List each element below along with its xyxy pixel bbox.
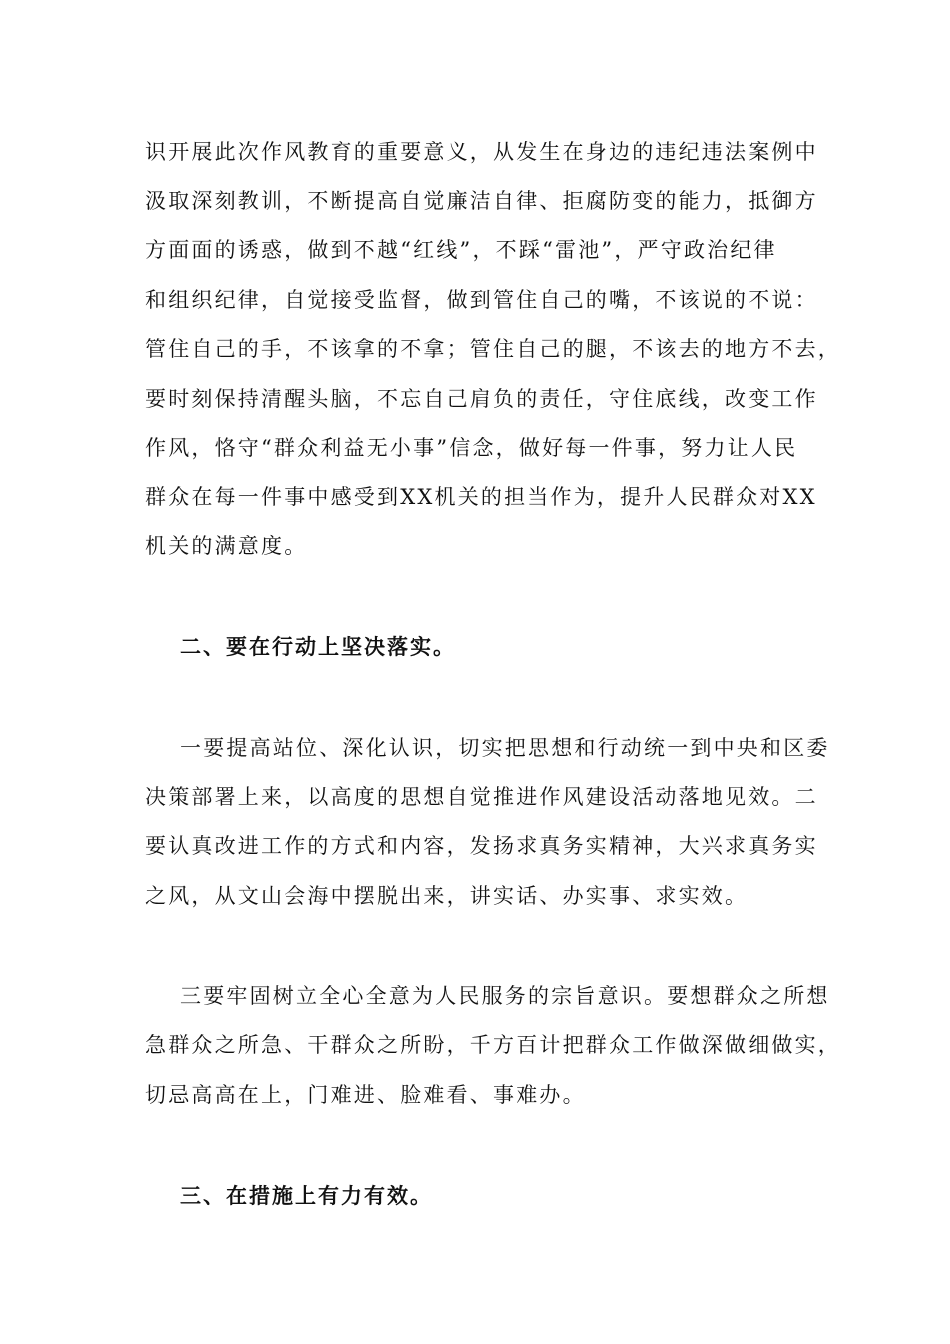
paragraph-1-line-1: 识开展此次作风教育的重要意义，从发生在身边的违纪违法案例中 <box>145 140 818 164</box>
paragraph-2-line-1: 一要提高站位、深化认识，切实把思想和行动统一到中央和区委 <box>180 736 830 760</box>
paragraph-1-line-5: 管住自己的手，不该拿的不拿；管住自己的腿，不该去的地方不去， <box>145 337 841 361</box>
paragraph-3-line-3: 切忌高高在上，门难进、脸难看、事难办。 <box>145 1083 586 1107</box>
paragraph-2-line-2: 决策部署上来，以高度的思想自觉推进作风建设活动落地见效。二 <box>145 785 818 809</box>
paragraph-2-line-4: 之风，从文山会海中摆脱出来，讲实话、办实事、求实效。 <box>145 884 749 908</box>
paragraph-3-line-1: 三要牢固树立全心全意为人民服务的宗旨意识。要想群众之所想 <box>180 984 830 1008</box>
paragraph-1-line-8: 群众在每一件事中感受到XX机关的担当作为，提升人民群众对XX <box>145 485 817 509</box>
paragraph-1-line-2: 汲取深刻教训，不断提高自觉廉洁自律、拒腐防变的能力，抵御方 <box>145 189 818 213</box>
paragraph-3-line-2: 急群众之所急、干群众之所盼，千方百计把群众工作做深做细做实， <box>145 1033 841 1057</box>
paragraph-1-line-3: 方面面的诱惑，做到不越“红线”，不踩“雷池”，严守政治纪律 <box>145 238 777 262</box>
paragraph-1-line-6: 要时刻保持清醒头脑，不忘自己肩负的责任，守住底线，改变工作 <box>145 387 818 411</box>
paragraph-1-line-4: 和组织纪律，自觉接受监督，做到管住自己的嘴，不该说的不说： <box>145 288 818 312</box>
section-heading-2: 二、要在行动上坚决落实。 <box>180 635 456 659</box>
section-heading-3: 三、在措施上有力有效。 <box>180 1184 433 1208</box>
paragraph-2-line-3: 要认真改进工作的方式和内容，发扬求真务实精神，大兴求真务实 <box>145 834 818 858</box>
paragraph-1-line-7: 作风，恪守“群众利益无小事”信念，做好每一件事，努力让人民 <box>145 436 798 460</box>
paragraph-1-line-9: 机关的满意度。 <box>145 534 308 558</box>
